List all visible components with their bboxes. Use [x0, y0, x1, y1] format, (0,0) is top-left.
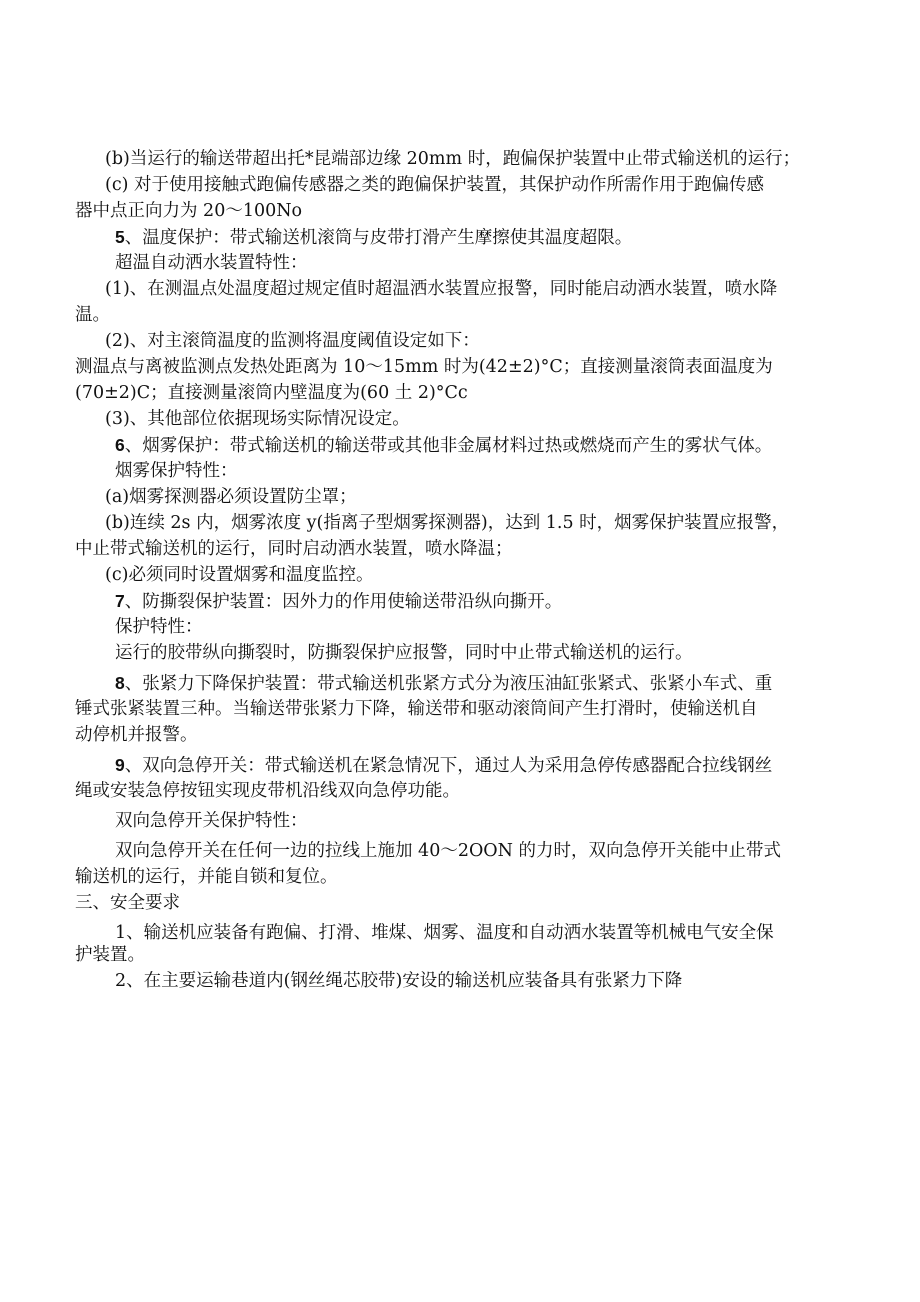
section-heading-9: 9、双向急停开关：带式输送机在紧急情况下，通过人为采用急停传感器配合拉线钢丝 [115, 755, 773, 776]
paragraph-line: 测温点与离被监测点发热处距离为 10～15mm 时为(42±2)°C；直接测量滚筒表面温度为 [75, 357, 773, 377]
document-body [75, 146, 875, 994]
section-heading-8: 8、张紧力下降保护装置：带式输送机张紧方式分为液压油缸张紧式、张紧小车式、重 [115, 673, 773, 694]
paragraph-line: (c)必须同时设置烟雾和温度监控。 [105, 565, 374, 585]
paragraph-line: 超温自动洒水装置特性： [115, 253, 308, 273]
paragraph-line: 中止带式输送机的运行，同时启动洒水装置，喷水降温； [75, 539, 513, 559]
paragraph-line: 双向急停开关保护特性： [115, 811, 308, 831]
paragraph-line: 2、在主要运输巷道内(钢丝绳芯胶带)安设的输送机应装备具有张紧力下降 [115, 971, 683, 991]
paragraph-line: (70±2)C；直接测量滚筒内壁温度为(60 土 2)°Cc [75, 383, 468, 403]
paragraph-line: (3)、其他部位依据现场实际情况设定。 [105, 409, 410, 429]
paragraph-line: 保护特性： [115, 617, 203, 637]
paragraph-line: 护装置。 [75, 945, 145, 965]
paragraph-line: 烟雾保护特性： [115, 461, 238, 481]
section-heading-6: 6、烟雾保护：带式输送机的输送带或其他非金属材料过热或燃烧而产生的雾状气体。 [115, 435, 773, 456]
paragraph-line: 输送机的运行，并能自锁和复位。 [75, 867, 338, 887]
paragraph-line: (b)当运行的输送带超出托*昆端部边缘 20mm 时，跑偏保护装置中止带式输送机的运行； [105, 149, 801, 169]
paragraph-line: (c) 对于使用接触式跑偏传感器之类的跑偏保护装置，其保护动作所需作用于跑偏传感 [105, 175, 765, 195]
section-title-safety: 三、安全要求 [75, 893, 180, 913]
paragraph-line: 运行的胶带纵向撕裂时，防撕裂保护应报警，同时中止带式输送机的运行。 [115, 643, 693, 663]
section-heading-7: 7、防撕裂保护装置：因外力的作用使输送带沿纵向撕开。 [115, 591, 563, 612]
paragraph-line: (1)、在测温点处温度超过规定值时超温洒水装置应报警，同时能启动洒水装置，喷水降 [105, 279, 778, 299]
section-heading-5: 5、温度保护：带式输送机滚筒与皮带打滑产生摩擦使其温度超限。 [115, 227, 633, 248]
paragraph-line: 动停机并报警。 [75, 725, 198, 745]
paragraph-line: 温。 [75, 305, 110, 325]
paragraph-line: (b)连续 2s 内，烟雾浓度 y(指离子型烟雾探测器)，达到 1.5 时，烟雾保护装置应报警， [105, 513, 790, 533]
paragraph-line: (a)烟雾探测器必须设置防尘罩； [105, 487, 357, 507]
paragraph-line: 锤式张紧装置三种。当输送带张紧力下降，输送带和驱动滚筒间产生打滑时，使输送机自 [75, 699, 758, 719]
paragraph-line: 双向急停开关在任何一边的拉线上施加 40～2OON 的力时，双向急停开关能中止带式 [115, 841, 782, 861]
paragraph-line: 器中点正向力为 20～100No [75, 201, 303, 221]
paragraph-line: 1、输送机应装备有跑偏、打滑、堆煤、烟雾、温度和自动洒水装置等机械电气安全保 [115, 923, 774, 943]
paragraph-line: (2)、对主滚筒温度的监测将温度阈值设定如下： [105, 331, 480, 351]
paragraph-line: 绳或安装急停按钮实现皮带机沿线双向急停功能。 [75, 781, 460, 801]
